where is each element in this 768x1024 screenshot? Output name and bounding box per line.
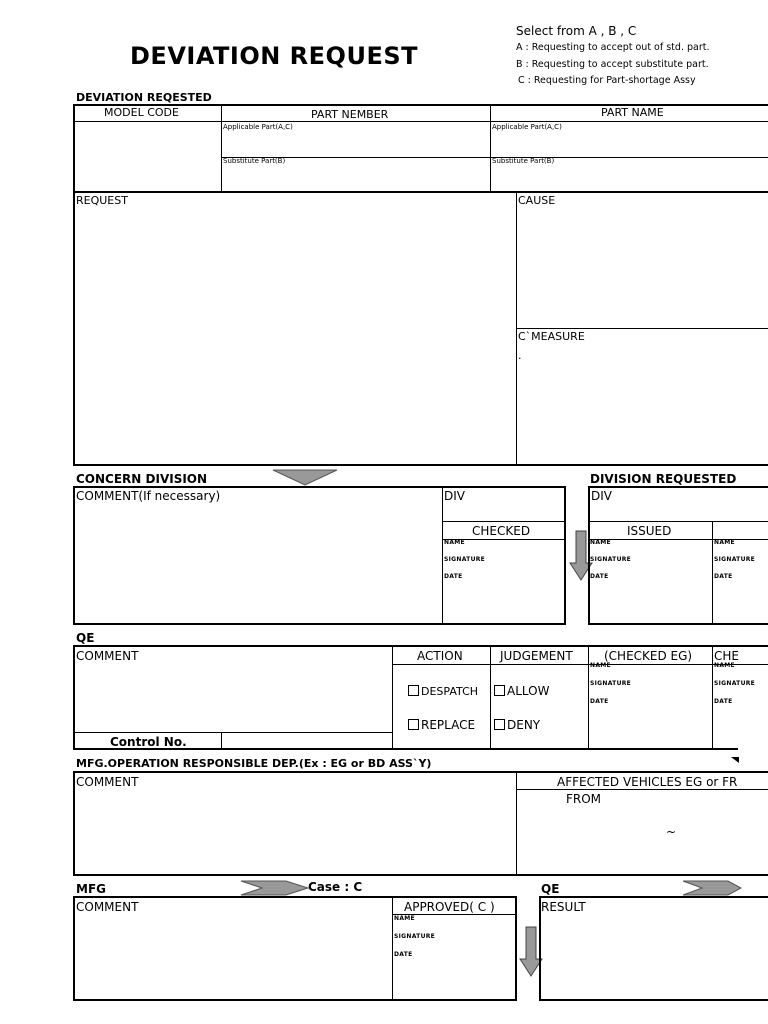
division-div-label: DIV xyxy=(591,489,612,503)
despatch-checkbox[interactable] xyxy=(408,685,419,696)
divider xyxy=(539,896,768,898)
divider xyxy=(73,771,75,876)
divider xyxy=(539,999,768,1001)
divider xyxy=(712,645,713,749)
judgement-label: JUDGEMENT xyxy=(500,649,573,663)
mfg-comment-label: COMMENT xyxy=(76,900,139,914)
select-note-c: C : Requesting for Part-shortage Assy xyxy=(518,75,696,86)
result-label: RESULT xyxy=(541,900,586,914)
deny-checkbox[interactable] xyxy=(494,719,505,730)
divider xyxy=(516,789,768,790)
control-no-label: Control No. xyxy=(110,735,187,749)
applicable-part-label: Applicable Part(A,C) xyxy=(492,123,562,131)
divider xyxy=(221,104,222,192)
divider xyxy=(73,771,768,773)
arrow-tip-icon xyxy=(730,756,740,764)
despatch-label: DESPATCH xyxy=(421,685,479,698)
divider xyxy=(588,539,768,540)
divider xyxy=(564,486,566,625)
allow-label: ALLOW xyxy=(507,684,550,698)
divider xyxy=(73,874,768,876)
deny-option[interactable] xyxy=(494,719,540,731)
divider xyxy=(73,645,768,647)
concern-division-heading: CONCERN DIVISION xyxy=(76,472,208,486)
name-label: NAME xyxy=(714,662,735,669)
che-label: CHE xyxy=(714,649,739,663)
c-measure-mark: . xyxy=(518,349,522,362)
divider xyxy=(73,486,566,488)
date-label: DATE xyxy=(590,698,609,705)
replace-option[interactable] xyxy=(408,719,475,731)
signature-label: SIGNATURE xyxy=(444,556,486,563)
date-label: DATE xyxy=(590,573,609,580)
model-code-label: MODEL CODE xyxy=(104,106,179,119)
select-note-a: A : Requesting to accept out of std. part. xyxy=(516,42,710,53)
mfg-heading: MFG xyxy=(76,882,106,896)
name-label: NAME xyxy=(714,539,735,546)
divider xyxy=(73,896,75,1001)
qe-heading: QE xyxy=(76,631,95,645)
allow-checkbox[interactable] xyxy=(494,685,505,696)
concern-comment-label: COMMENT(If necessary) xyxy=(76,489,221,503)
divider xyxy=(221,732,222,749)
divider xyxy=(515,896,517,1001)
signature-label: SIGNATURE xyxy=(590,556,632,563)
right-arrow-icon xyxy=(240,880,310,896)
divider xyxy=(588,521,768,522)
mfg-op-comment-label: COMMENT xyxy=(76,775,139,789)
part-name-label: PART NAME xyxy=(601,106,664,119)
request-label: REQUEST xyxy=(76,194,128,207)
divider xyxy=(73,999,517,1001)
substitute-part-label: Substitute Part(B) xyxy=(492,157,555,165)
divider xyxy=(73,623,566,625)
mfg-operation-heading: MFG.OPERATION RESPONSIBLE DEP.(Ex : EG or BD ASS`Y) xyxy=(76,757,432,770)
signature-label: SIGNATURE xyxy=(394,933,436,940)
divider xyxy=(516,191,517,465)
range-tilde: ~ xyxy=(666,825,677,839)
select-note-heading: Select from A , B , C xyxy=(516,24,637,38)
divider xyxy=(588,486,768,488)
date-label: DATE xyxy=(444,573,463,580)
applicable-part-label: Applicable Part(A,C) xyxy=(223,123,293,131)
deny-label: DENY xyxy=(507,718,541,732)
page-title: DEVIATION REQUEST xyxy=(130,42,418,70)
signature-label: SIGNATURE xyxy=(714,680,756,687)
divider xyxy=(73,732,392,733)
select-note-b: B : Requesting to accept substitute part. xyxy=(516,59,709,70)
qe-comment-label: COMMENT xyxy=(76,649,139,663)
from-label: FROM xyxy=(566,792,602,806)
despatch-option[interactable] xyxy=(408,685,478,697)
affected-vehicles-label: AFFECTED VEHICLES EG or FR xyxy=(557,775,738,789)
case-label: Case : C xyxy=(308,880,363,894)
name-label: NAME xyxy=(444,539,465,546)
name-label: NAME xyxy=(394,915,415,922)
cause-label: CAUSE xyxy=(518,194,556,207)
concern-div-label: DIV xyxy=(444,489,465,503)
divider xyxy=(392,896,393,1000)
divider xyxy=(73,464,768,466)
division-requested-heading: DIVISION REQUESTED xyxy=(590,472,737,486)
replace-checkbox[interactable] xyxy=(408,719,419,730)
replace-label: REPLACE xyxy=(421,718,476,732)
right-arrow-icon xyxy=(682,880,742,896)
divider xyxy=(442,521,565,522)
divider xyxy=(490,104,491,192)
divider xyxy=(73,104,75,466)
approved-label: APPROVED( C ) xyxy=(404,900,495,914)
date-label: DATE xyxy=(714,698,733,705)
divider xyxy=(588,623,768,625)
divider xyxy=(392,645,393,749)
signature-label: SIGNATURE xyxy=(714,556,756,563)
divider xyxy=(73,121,768,122)
deviation-requested-heading: DEVIATION REQESTED xyxy=(76,91,212,104)
name-label: NAME xyxy=(590,662,611,669)
substitute-part-label: Substitute Part(B) xyxy=(223,157,286,165)
divider xyxy=(73,191,768,193)
divider xyxy=(516,771,517,875)
divider xyxy=(712,521,713,624)
divider xyxy=(73,645,75,750)
checked-eg-label: (CHECKED EG) xyxy=(604,649,693,663)
allow-option[interactable] xyxy=(494,685,549,697)
name-label: NAME xyxy=(590,539,611,546)
qe-result-heading: QE xyxy=(541,882,560,896)
divider xyxy=(73,486,75,625)
date-label: DATE xyxy=(714,573,733,580)
divider xyxy=(73,896,517,898)
divider xyxy=(516,328,768,329)
down-arrow-icon xyxy=(272,469,338,486)
date-label: DATE xyxy=(394,951,413,958)
part-number-label: PART NEMBER xyxy=(311,108,389,121)
signature-label: SIGNATURE xyxy=(590,680,632,687)
action-label: ACTION xyxy=(417,649,463,663)
divider xyxy=(490,645,491,749)
concern-checked-label: CHECKED xyxy=(472,524,531,538)
issued-label: ISSUED xyxy=(627,524,672,538)
divider xyxy=(442,486,443,624)
divider xyxy=(588,645,589,749)
c-measure-label: C`MEASURE xyxy=(518,330,585,343)
